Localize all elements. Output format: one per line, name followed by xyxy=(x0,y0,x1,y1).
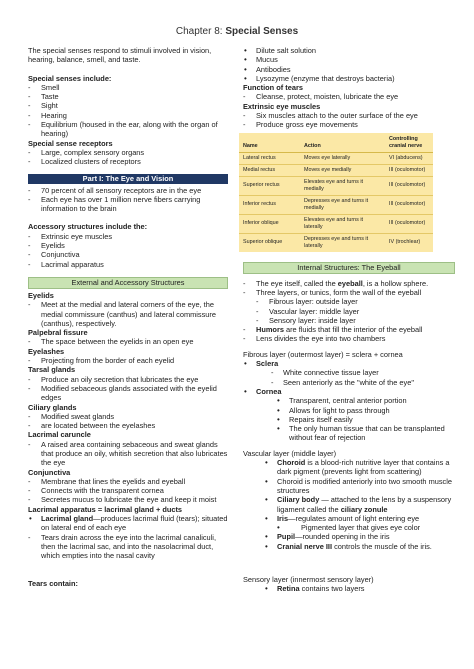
intro-paragraph: The special senses respond to stimuli involved in vision, hearing, balance, smell, and taste. xyxy=(28,46,212,65)
table-header-row xyxy=(239,133,433,153)
left-column xyxy=(28,46,228,588)
palpebral-heading: Palpebral fissure xyxy=(28,328,88,338)
table-cell: IV (trochlear) xyxy=(389,239,421,246)
page-title xyxy=(0,26,474,38)
table-cell: VI (abducens) xyxy=(385,152,433,164)
list-item: - A raised area containing sebaceous and sweat glands that produce an oily, whitish secretion that also lubricates the eye xyxy=(28,440,228,468)
choroid-term: Choroid xyxy=(277,458,306,468)
list-item: • Choroid is modified anteriorly into two smooth muscle structures xyxy=(243,477,455,496)
accessory-heading: Accessory structures include the: xyxy=(28,222,148,232)
table-cell: Depresses eye and turns it medially xyxy=(300,195,385,214)
title-prefix: Chapter 8: xyxy=(175,26,226,37)
list-item: - Hearing xyxy=(28,111,228,120)
list-item: - Taste xyxy=(28,92,228,101)
list-item xyxy=(243,514,455,523)
list-item: • Antibodies xyxy=(243,65,455,74)
list-item: - Produce an oily secretion that lubricates the eye xyxy=(28,375,228,384)
list-item: - Membrane that lines the eyelids and eyeball xyxy=(28,477,228,486)
list-item: - Modified sebaceous glands associated with the eyelid edges xyxy=(28,384,228,403)
sensory-heading: Sensory layer (innermost sensory layer) xyxy=(243,574,374,584)
table-cell: Lateral rectus xyxy=(239,152,300,164)
table-row xyxy=(239,152,433,164)
cranial-nerve-desc: controls the muscle of the iris. xyxy=(332,541,432,551)
table-row xyxy=(239,214,433,233)
list-item: - Connects with the transparent cornea xyxy=(28,486,228,495)
eyelashes-heading: Eyelashes xyxy=(28,346,65,356)
list-item: - Lens divides the eye into two chambers xyxy=(243,334,455,343)
table-header: Action xyxy=(300,133,385,153)
eyeball-text: The eye itself, called the xyxy=(256,278,338,288)
table-row xyxy=(239,195,433,214)
list-item: • Transparent, central anterior portion xyxy=(243,396,455,405)
list-item: - Meet at the medial and lateral corners of the eye, the medial commissure (canthus) and lateral commissure (canthus), respectively. xyxy=(28,300,228,328)
list-item: - Extrinsic eye muscles xyxy=(28,232,228,241)
extrinsic-heading: Extrinsic eye muscles xyxy=(243,101,321,111)
list-item: • Repairs itself easily xyxy=(243,415,455,424)
list-item: - Conjunctiva xyxy=(28,250,228,259)
list-item: - 70 percent of all sensory receptors are in the eye xyxy=(28,186,228,195)
list-item: - are located between the eyelashes xyxy=(28,421,228,430)
table-row xyxy=(239,233,433,252)
external-structures-bar: External and Accessory Structures xyxy=(28,277,228,289)
vascular-heading: Vascular layer (middle layer) xyxy=(243,448,337,458)
pupil-desc: —rounded opening in the iris xyxy=(295,532,390,542)
table-header: Name xyxy=(239,133,300,153)
receptors-heading: Special sense receptors xyxy=(28,138,113,148)
cranial-nerve-term: Cranial nerve III xyxy=(277,541,333,551)
list-item xyxy=(243,532,455,541)
table-cell: Medial rectus xyxy=(239,164,300,176)
function-heading: Function of tears xyxy=(243,83,303,93)
list-item xyxy=(243,359,455,368)
list-item: - Equilibrium (housed in the ear, along with the organ of hearing) xyxy=(28,120,228,139)
iris-term: Iris xyxy=(277,513,289,523)
title-bold: Special Senses xyxy=(225,26,299,37)
list-item xyxy=(243,325,455,334)
list-item: - Projecting from the border of each eyelid xyxy=(28,356,228,365)
list-item: - Three layers, or tunics, form the wall of the eyeball xyxy=(243,288,455,297)
table-cell: III (oculomotor) xyxy=(385,195,433,214)
list-item xyxy=(28,514,228,533)
eyeball-term: eyeball xyxy=(337,278,363,288)
list-item xyxy=(243,584,455,593)
list-item: • Mucus xyxy=(243,55,455,64)
ciliary-zonule-term: ciliary zonule xyxy=(340,504,388,514)
list-item: - Sight xyxy=(28,101,228,110)
retina-desc: contains two layers xyxy=(299,584,365,594)
list-item: - Vascular layer: middle layer xyxy=(243,307,455,316)
table-cell: Elevates eye and turns it laterally xyxy=(300,214,385,233)
lacrimal-apparatus-heading: Lacrimal apparatus = lacrimal gland + ducts xyxy=(28,504,183,514)
list-item: - Sensory layer: inside layer xyxy=(243,316,455,325)
fibrous-heading: Fibrous layer (outermost layer) = sclera + cornea xyxy=(243,349,403,359)
list-item: - The space between the eyelids in an open eye xyxy=(28,337,228,346)
pupil-term: Pupil xyxy=(277,532,296,542)
list-item xyxy=(243,542,455,551)
eye-muscles-table xyxy=(239,133,433,252)
ciliary-body-desc: — attached to the lens by a suspensory ligament called the xyxy=(277,495,452,514)
list-item: - Large, complex sensory organs xyxy=(28,148,228,157)
ciliary-heading: Ciliary glands xyxy=(28,402,77,412)
table-cell: Superior oblique xyxy=(243,239,283,246)
table-header: Controlling cranial nerve xyxy=(385,133,433,153)
list-item: - Localized clusters of receptors xyxy=(28,157,228,166)
list-item: - Cleanse, protect, moisten, lubricate the eye xyxy=(243,92,455,101)
eyeball-text-end: , is a hollow sphere. xyxy=(362,278,429,288)
list-item: - Eyelids xyxy=(28,241,228,250)
right-column xyxy=(243,46,455,594)
humors-desc: are fluids that fill the interior of the eyeball xyxy=(283,325,423,335)
table-cell: Moves eye laterally xyxy=(300,152,385,164)
choroid-desc: is a blood-rich nutritive layer that contains a dark pigment (prevents light from scattering) xyxy=(277,458,450,477)
table-row xyxy=(239,176,433,195)
humors-term: Humors xyxy=(256,325,284,335)
table-cell: Inferior rectus xyxy=(239,195,300,214)
cornea-term: Cornea xyxy=(256,386,282,396)
table-cell: Moves eye medially xyxy=(300,164,385,176)
list-item: - Each eye has over 1 million nerve fibers carrying information to the brain xyxy=(28,195,228,214)
list-item: • Pigmented layer that gives eye color xyxy=(243,523,455,532)
list-item: - Tears drain across the eye into the lacrimal canaliculi, then the lacrimal sac, and into the nasolacrimal duct, which empties into the nasal cavity xyxy=(28,533,228,561)
list-item: • Lysozyme (enzyme that destroys bacteria) xyxy=(243,74,455,83)
table-cell: III (oculomotor) xyxy=(385,214,433,233)
table-cell: III (oculomotor) xyxy=(385,176,433,195)
ciliary-body-term: Ciliary body xyxy=(277,495,320,505)
list-item: - Modified sweat glands xyxy=(28,412,228,421)
list-item: - Lacrimal apparatus xyxy=(28,260,228,269)
table-cell: Inferior oblique xyxy=(239,214,300,233)
list-item: - Smell xyxy=(28,83,228,92)
list-item: • The only human tissue that can be transplanted without fear of rejection xyxy=(243,424,455,443)
tears-contain-heading: Tears contain: xyxy=(28,578,78,588)
table-cell: Superior rectus xyxy=(239,176,300,195)
table-cell: Elevates eye and turns it medially xyxy=(300,176,385,195)
list-item: • Allows for light to pass through xyxy=(243,406,455,415)
retina-term: Retina xyxy=(277,584,300,594)
list-item: - Seen anteriorly as the "white of the eye" xyxy=(243,378,455,387)
internal-structures-bar: Internal Structures: The Eyeball xyxy=(243,262,455,274)
lacrimal-gland-term: Lacrimal gland xyxy=(41,514,94,524)
conjunctiva-heading: Conjunctiva xyxy=(28,467,71,477)
table-cell: Depresses eye and turns it laterally xyxy=(304,235,369,249)
list-item xyxy=(243,387,455,396)
eyelids-heading: Eyelids xyxy=(28,290,54,300)
iris-desc: —regulates amount of light entering eye xyxy=(288,513,420,523)
list-item: - Produce gross eye movements xyxy=(243,120,455,129)
table-row xyxy=(239,164,433,176)
part1-section-bar: Part I: The Eye and Vision xyxy=(28,174,228,184)
tarsal-heading: Tarsal glands xyxy=(28,365,76,375)
list-item xyxy=(243,495,455,514)
senses-heading: Special senses include: xyxy=(28,73,112,83)
table-cell: III (oculomotor) xyxy=(385,164,433,176)
list-item xyxy=(243,458,455,477)
list-item: - Secretes mucus to lubricate the eye and keep it moist xyxy=(28,495,228,504)
lacrimal-gland-desc: —produces lacrimal fluid (tears); situated on lateral end of each eye xyxy=(41,514,228,533)
list-item: - White connective tissue layer xyxy=(243,368,455,377)
list-item: - Six muscles attach to the outer surface of the eye xyxy=(243,111,455,120)
caruncle-heading: Lacrimal caruncle xyxy=(28,430,91,440)
list-item: - Fibrous layer: outside layer xyxy=(243,297,455,306)
sclera-term: Sclera xyxy=(256,359,279,369)
list-item: • Dilute salt solution xyxy=(243,46,455,55)
list-item xyxy=(243,279,455,288)
